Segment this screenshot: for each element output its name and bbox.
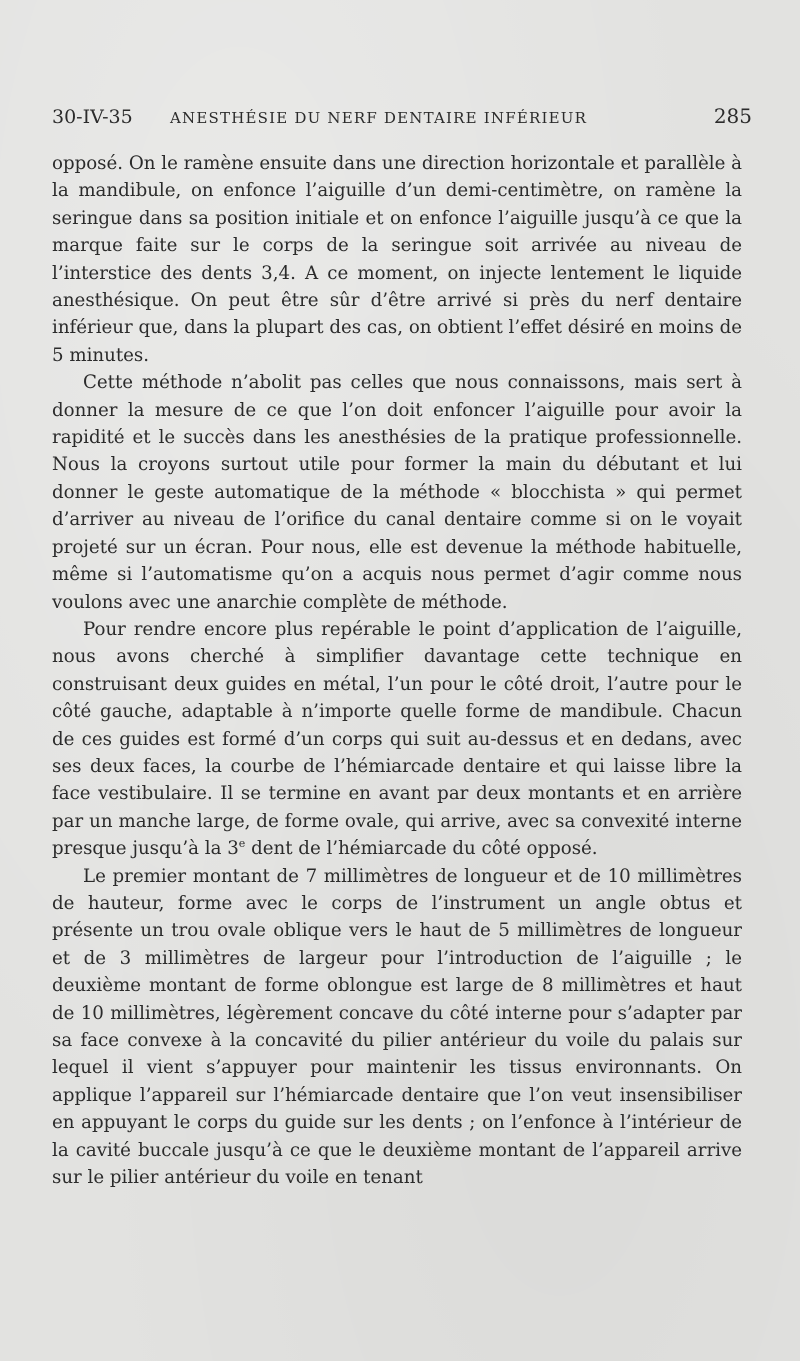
body-text [52,150,742,1191]
running-head [52,104,752,134]
paragraph-1: opposé. On le ramène ensuite dans une direction horizontale et parallèle à la mandibule, on enfonce l’aiguille d’un demi-centimètre, on ramène la seringue dans sa position initiale et on enfonce l’aiguille jusqu’à ce que la marque faite sur le corps de la seringue soit arrivée au niveau de l’interstice des dents 3,4. A ce moment, on injecte lentement le liquide anesthésique. On peut être sûr d’être arrivé si près du nerf dentaire inférieur que, dans la plupart des cas, on obtient l’effet désiré en moins de 5 minutes. [52,153,742,366]
paragraph-4: Le premier montant de 7 millimètres de longueur et de 10 millimètres de hauteur, forme avec le corps de l’instrument un angle obtus et présente un trou ovale oblique vers le haut de 5 millimètres de longueur et de 3 millimètres de largeur pour l’introduction de l’aiguille ; le deuxième montant de forme oblongue est large de 8 millimètres et haut de 10 millimètres, légèrement concave du côté interne pour s’adapter par sa face convexe à la concavité du pilier antérieur du voile du palais sur lequel il vient s’appuyer pour maintenir les tissus environnants. On applique l’appareil sur l’hémiarcade dentaire que l’on veut insensibiliser en appuyant le corps du guide sur les dents ; on l’enfonce à l’intérieur de la cavité buccale jusqu’à ce que le deuxième montant de l’appareil arrive sur le pilier antérieur du voile en tenant [52,865,742,1189]
superscript-ordinal: e [238,837,246,851]
paragraph-3-text: Pour rendre encore plus repérable le point d’application de l’aiguille, nous avons cherché à simplifier davantage cette technique en construisant deux guides en métal, l’un pour le côté droit, l’autre pour le côté gauche, adaptable à n’importe quelle forme de mandibule. Chacun de ces guides est formé d’un corps qui suit au-dessus et en dedans, avec ses deux faces, la courbe de l’hémiarcade dentaire et qui laisse libre la face vestibulaire. Il se termine en avant par deux montants et en arrière par un manche large, de forme ovale, qui arrive, avec sa convexité interne presque jusqu’à la 3 [52,618,742,860]
paragraph-2: Cette méthode n’abolit pas celles que nous connaissons, mais sert à donner la mesure de ce que l’on doit enfoncer l’aiguille pour avoir la rapidité et le succès dans les anesthésies de la pratique professionnelle. Nous la croyons surtout utile pour former la main du débutant et lui donner le geste automatique de la méthode « blocchista » qui permet d’arriver au niveau de l’orifice du canal dentaire comme si on le voyait projeté sur un écran. Pour nous, elle est devenue la méthode habituelle, même si l’automatisme qu’on a acquis nous permet d’agir comme nous voulons avec une anarchie complète de méthode. [52,372,742,613]
header-title: ANESTHÉSIE DU NERF DENTAIRE INFÉRIEUR [170,109,588,127]
paragraph-3 [52,616,742,863]
header-date: 30-IV-35 [52,106,133,128]
page-number: 285 [713,104,752,128]
paragraph-3-text-end: dent de l’hémiarcade du côté opposé. [245,838,598,860]
